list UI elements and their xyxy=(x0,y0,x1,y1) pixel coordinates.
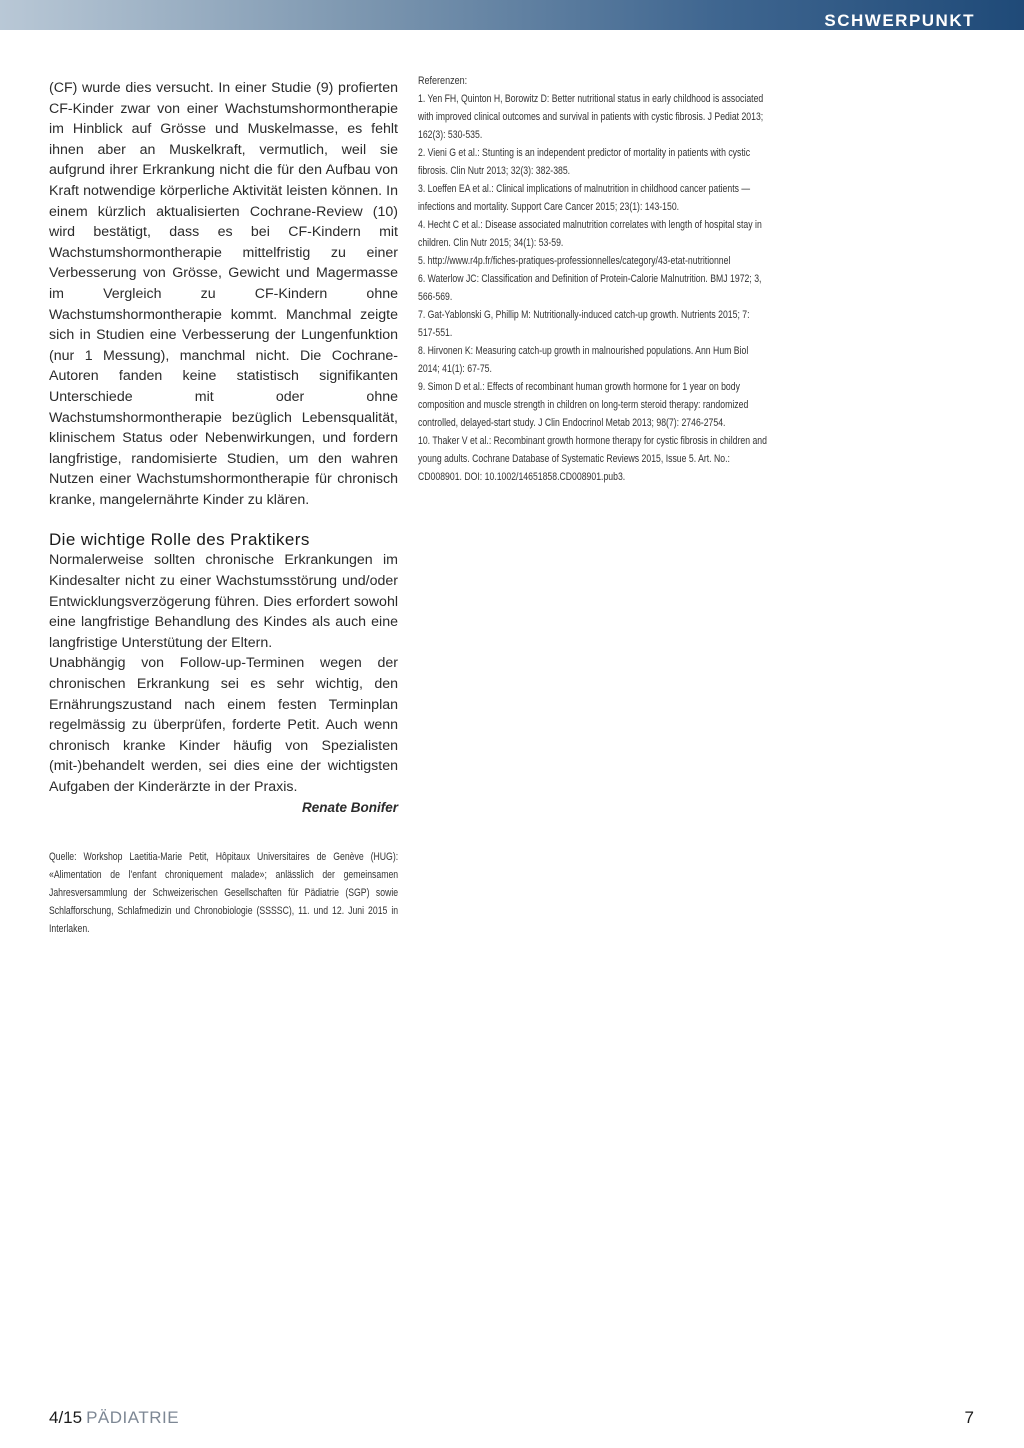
reference-item: 4. Hecht C et al.: Disease associated malnutrition correlates with length of hospital stay in children. Clin Nutr 2015; 34(1): 53-59. xyxy=(418,219,762,249)
reference-item: 9. Simon D et al.: Effects of recombinant human growth hormone for 1 year on body composition and muscle strength in children on long-term steroid therapy: randomized controlled, delayed-start study. J Clin Endocrinol Metab 2013; 98(7): 2746-2754. xyxy=(418,381,749,429)
reference-item: 8. Hirvonen K: Measuring catch-up growth in malnourished populations. Ann Hum Biol 2014; 41(1): 67-75. xyxy=(418,345,749,375)
reference-item: 6. Waterlow JC: Classification and Definition of Protein-Calorie Malnutrition. BMJ 1972; 3, 566-569. xyxy=(418,273,762,303)
reference-item: 3. Loeffen EA et al.: Clinical implications of malnutrition in childhood cancer patients — infections and mortality. Support Care Cancer 2015; 23(1): 143-150. xyxy=(418,183,751,213)
source-note: Quelle: Workshop Laetitia-Marie Petit, Hôpitaux Universitaires de Genève (HUG): «Alimentation de l'enfant chroniquement malade»; anlässlich der gemeinsamen Jahresversammlung der Schweizerischen Gesellschaften für Pädiatrie (SGP) sowie Schlafforschung, Schlafmedizin und Chronobiologie (SSSSC), 11. und 12. Juni 2015 in Interlaken. xyxy=(49,850,399,935)
reference-item: 2. Vieni G et al.: Stunting is an independent predictor of mortality in patients with cystic fibrosis. Clin Nutr 2013; 32(3): 382-385. xyxy=(418,147,751,177)
issue-number: 4/15 xyxy=(49,1408,83,1427)
section-heading: Die wichtige Rolle des Praktikers xyxy=(49,530,310,550)
page-number: 7 xyxy=(964,1408,974,1427)
reference-item: 7. Gat-Yablonski G, Phillip M: Nutritionally-induced catch-up growth. Nutrients 2015; 7: 517-551. xyxy=(418,309,750,339)
references-column xyxy=(418,72,768,486)
reference-item[interactable]: 5. http://www.r4p.fr/fiches-pratiques-professionnelles/category/43-etat-nutritionnel xyxy=(418,255,731,267)
section-label: SCHWERPUNKT xyxy=(824,11,975,30)
magazine-name: PÄDIATRIE xyxy=(86,1408,180,1427)
body-paragraph-3: Unabhängig von Follow-up-Terminen wegen der chronischen Erkrankung sei es sehr wichtig, den Ernährungszustand nach einem festen Terminplan regelmässig zu überprüfen, forderte Petit. Auch wenn chronisch kranke Kinder häufig von Spezialisten (mit-)behandelt werden, sei dies eine der wichtigsten Aufgaben der Kinderärzte in der Praxis. xyxy=(49,655,398,795)
author-name: Renate Bonifer xyxy=(301,799,398,815)
body-paragraph-2: Normalerweise sollten chronische Erkrankungen im Kindesalter nicht zu einer Wachstumsstörung und/oder Entwicklungsverzögerung führen. Dies erfordert sowohl eine langfristige Behandlung des Kindes als auch eine langfristige Unterstütung der Eltern. xyxy=(49,552,398,651)
reference-item: 1. Yen FH, Quinton H, Borowitz D: Better nutritional status in early childhood is associated with improved clinical outcomes and survival in patients with cystic fibrosis. J Pediat 2013; 162(3): 530-535. xyxy=(418,93,764,141)
body-paragraph-1: (CF) wurde dies versucht. In einer Studie (9) profierten CF-Kinder zwar von einer Wachstumshormontherapie im Hinblick auf Grösse und Muskelmasse, es fehlt ihnen aber an Muskelkraft, vermutlich, weil sie aufgrund ihrer Erkrankung nicht die für den Aufbau von Kraft notwendige körperliche Aktivität leisten können. In einem kürzlich aktualisierten Cochrane-Review (10) wird bestätigt, dass es bei CF-Kindern mit Wachstumshormontherapie mittelfristig zu einer Verbesserung von Grösse, Gewicht und Magermasse im Vergleich zu CF-Kindern ohne Wachstumshormontherapie kommt. Manchmal zeigte sich in Studien eine Verbesserung der Lungenfunktion (nur 1 Messung), manchmal nicht. Die Cochrane-Autoren fanden keine statistisch signifikanten Unterschiede mit oder ohne Wachstumshormontherapie bezüglich Lebensqualität, klinischem Status oder Nebenwirkungen, und fordern langfristige, randomisierte Studien, um den wahren Nutzen einer Wachstumshormontherapie für chronisch kranke, mangelernährte Kinder zu klären. xyxy=(49,80,398,508)
article-column xyxy=(49,78,398,948)
references-heading: Referenzen: xyxy=(418,75,468,87)
reference-item: 10. Thaker V et al.: Recombinant growth hormone therapy for cystic fibrosis in children and young adults. Cochrane Database of Systematic Reviews 2015, Issue 5. Art. No.: CD008901. DOI: 10.1002/14651858.CD008901.pub3. xyxy=(418,435,767,483)
footer-issue xyxy=(49,1408,179,1428)
